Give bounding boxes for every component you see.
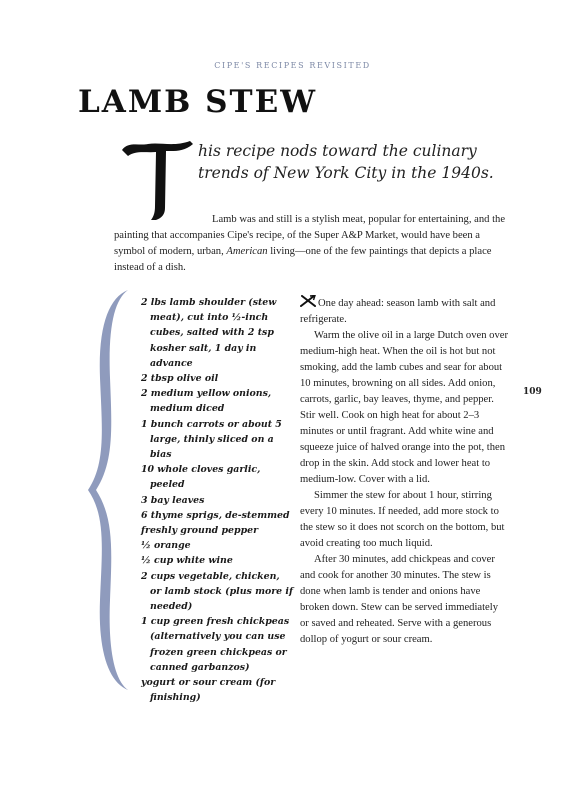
ingredient-item: 2 tbsp olive oil xyxy=(141,373,219,385)
intro-text: Lamb was and still is a stylish meat, popular for entertaining, and the painting that accompanies Cipe's recipe, of the Super A&P Market, would have been a symbol of modern, urban, xyxy=(114,214,506,257)
intro-paragraph xyxy=(114,212,506,276)
brace-ornament xyxy=(84,288,134,692)
ingredient-item: ½ cup white wine xyxy=(141,555,233,567)
ingredient-item: 6 thyme sprigs, de-stemmed xyxy=(141,509,290,521)
running-head: CIPE'S RECIPES REVISITED xyxy=(214,61,371,70)
ingredient-item: 2 cups vegetable, chicken, or lamb stock (plus more if needed) xyxy=(141,570,294,613)
ingredient-list xyxy=(141,295,293,705)
recipe-title: LAMB STEW xyxy=(78,84,318,120)
method-step: Simmer the stew for about 1 hour, stirring every 10 minutes. If needed, add more stock to the stew so it does not scorch on the bottom, but avoid creating too much liquid. xyxy=(300,490,505,549)
intro-text-end: living—one of the few paintings that depicts a place instead of a dish. xyxy=(114,246,492,273)
method-section xyxy=(300,295,508,648)
method-step: After 30 minutes, add chickpeas and cover and cook for another 30 minutes. The stew is done when lamb is tender and onions have broken down. Stew can be served immediately or saved and reheated. Serve with a generous dollop of yogurt or sour cream. xyxy=(300,554,498,645)
lede-text: his recipe nods toward the culinary trends of New York City in the 1940s. xyxy=(198,142,494,182)
drop-cap xyxy=(118,138,196,222)
method-step xyxy=(300,295,508,328)
ingredient-item: 1 cup green fresh chickpeas (alternatively you can use frozen green chickpeas or canned garbanzos) xyxy=(141,616,290,673)
method-step-text: One day ahead: season lamb with salt and refrigerate. xyxy=(300,298,496,325)
intro-emphasis: American xyxy=(226,246,268,257)
ingredient-item: 1 bunch carrots or about 5 large, thinly sliced on a bias xyxy=(141,418,282,461)
ingredient-item: ½ orange xyxy=(141,540,191,552)
ingredient-item: 10 whole cloves garlic, peeled xyxy=(141,464,261,491)
crossed-arrow-icon xyxy=(300,295,317,307)
ingredient-item: 2 lbs lamb shoulder (stew meat), cut into ½-inch cubes, salted with 2 tsp kosher salt, 1 day in advance xyxy=(141,297,277,369)
method-step: Warm the olive oil in a large Dutch oven over medium-high heat. When the oil is hot but not smoking, add the lamb cubes and sear for about 10 minutes, browning on all sides. Add onion, carrots, garlic, bay leaves, thyme, and pepper. Stir well. Cook on high heat for about 2–3 minutes or until fragrant. Add white wine and squeeze juice of halved orange into the pot, then drop in the skin. Add stock and lower heat to medium-low. Cover with a lid. xyxy=(300,330,508,485)
ingredient-item: freshly ground pepper xyxy=(141,525,259,537)
page-number: 109 xyxy=(523,387,542,397)
ingredient-item: 2 medium yellow onions, medium diced xyxy=(141,388,272,415)
ingredient-item: 3 bay leaves xyxy=(141,494,205,506)
ingredient-item: yogurt or sour cream (for finishing) xyxy=(141,677,276,704)
